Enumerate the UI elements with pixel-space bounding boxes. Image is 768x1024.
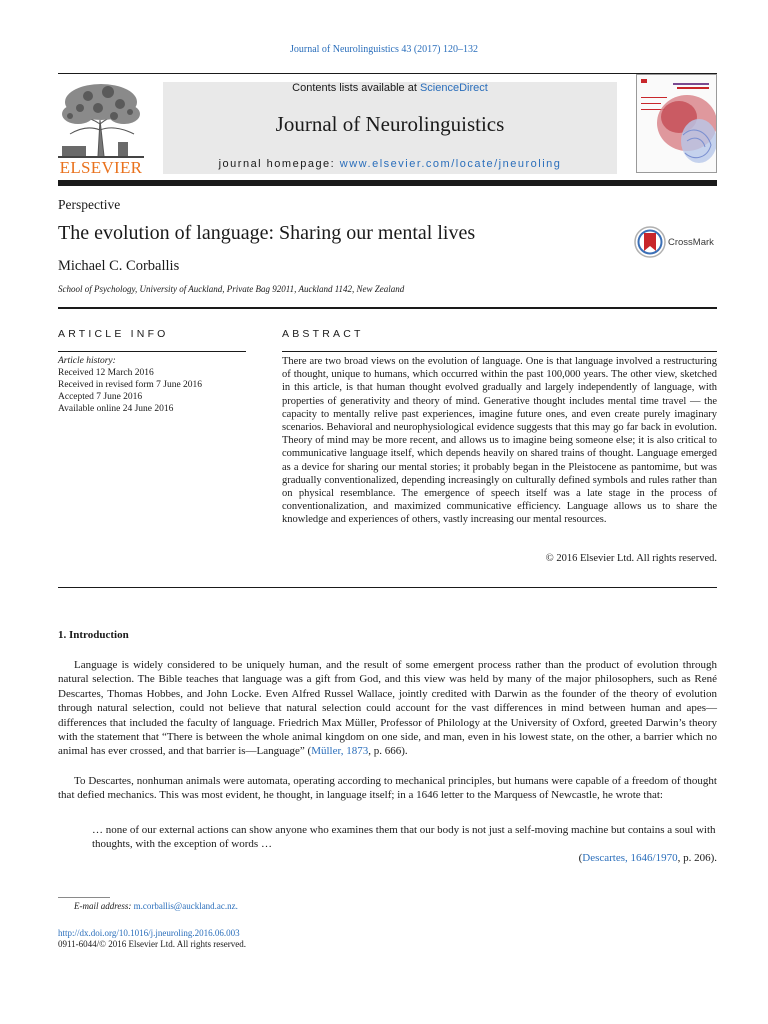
contents-prefix: Contents lists available at: [292, 82, 420, 94]
journal-cover-image: [637, 75, 716, 172]
journal-homepage-link[interactable]: www.elsevier.com/locate/jneuroling: [339, 158, 562, 170]
crossmark-label: CrossMark: [668, 237, 714, 248]
elsevier-tree-icon: [58, 80, 144, 158]
history-online: Available online 24 June 2016: [58, 404, 174, 414]
history-label: Article history:: [58, 356, 116, 366]
masthead-top-rule: [58, 73, 717, 74]
elsevier-wordmark: ELSEVIER: [59, 158, 143, 177]
crossmark-icon: [634, 226, 666, 258]
paragraph-1-text-end: , p. 666).: [368, 745, 408, 758]
sciencedirect-link[interactable]: ScienceDirect: [419, 82, 488, 94]
history-accepted: Accepted 7 June 2016: [58, 392, 143, 402]
journal-citation[interactable]: Journal of Neurolinguistics 43 (2017) 120–132: [289, 44, 479, 55]
footnote-rule: [58, 897, 110, 898]
author-email-link[interactable]: m.corballis@auckland.ac.nz.: [133, 901, 238, 911]
paragraph-1-text: Language is widely considered to be uniquely human, and the result of some emergent process rather than the product of evolution through natural selection. The Bible teaches that language was a gift from God, and this view was held by many of the major philosophers, such as René Descartes, Thomas Hobbes, and John Locke. Even Alfred Russel Wallace, jointly credited with Darwin as the founder of the theory of evolution through natural selection, could not believe that natural selection could account for the vast differences in mind between human and apes—differences that included the faculty of language. Friedrich Max Müller, Professor of Philology at the University of Oxford, greeted Darwin’s theory with the statement that “There is between the whole animal kingdom on one side, and man, even in his lowest state, on the other, a barrier which no animal has ever crossed, and that barrier is—Language” (: [58, 659, 717, 758]
header-divider-rule: [58, 307, 717, 309]
crossmark-button[interactable]: [634, 226, 724, 260]
author-name[interactable]: Michael C. Corballis: [58, 258, 180, 274]
journal-homepage-line: [163, 158, 617, 170]
quote-cite-open: (: [578, 852, 583, 864]
journal-cover-thumbnail[interactable]: [636, 74, 717, 173]
introduction-paragraph-1: [58, 658, 717, 759]
history-received: Received 12 March 2016: [58, 368, 154, 378]
article-info-heading: ARTICLE INFO: [58, 328, 169, 340]
masthead-thick-rule: [58, 180, 717, 186]
abstract-rule: [282, 351, 717, 352]
abstract-text: There are two broad views on the evolution of language. One is that language involved a restructuring of thought, unique to humans, which occurred within the past 100,000 years. The other view, sketched in this article, is that human thought evolved gradually and largely independently of language, with properties of generativity and theory of mind. Generative thought includes mental time travel — the capacity to mentally relive past experiences, imagine future ones, and even create purely imaginary scenarios. Behavioral and neurophysiological evidence suggests that this may go far back in evolution. Theory of mind may be more recent, and allows us to imagine being someone else; it is also critical to communicative language itself, which depends heavily on shared trains of thought. Language emerged as a device for sharing our mental stories; it probably began in the Pleistocene as pantomime, but was gradually conventionalized, depending increasingly on culturally defined symbols and rules rather than on physical resemblance. The emergence of speech itself was a late stage in the process of conventionalization, and maximized communicative efficiency. Language allows us to share the knowledge and experiences of others, vastly increasing our mental resources.: [282, 356, 717, 526]
article-title: The evolution of language: Sharing our mental lives: [58, 222, 476, 244]
abstract-heading: ABSTRACT: [282, 328, 364, 340]
article-info-rule: [58, 351, 246, 352]
contents-available-line: [163, 82, 617, 94]
issn-copyright: 0911-6044/© 2016 Elsevier Ltd. All rights reserved.: [58, 939, 246, 949]
journal-masthead: [163, 82, 617, 174]
article-history: [58, 355, 248, 415]
author-email-footnote: [74, 901, 238, 911]
doi-link[interactable]: http://dx.doi.org/10.1016/j.jneuroling.2016.06.003: [58, 928, 240, 938]
muller-1873-citation-link[interactable]: Müller, 1873: [311, 745, 369, 758]
introduction-heading: 1. Introduction: [58, 629, 129, 641]
elsevier-logo[interactable]: [58, 80, 144, 176]
abstract-bottom-rule: [58, 587, 717, 588]
email-label: E-mail address:: [74, 901, 134, 911]
abstract-copyright: © 2016 Elsevier Ltd. All rights reserved.: [545, 553, 717, 564]
history-revised: Received in revised form 7 June 2016: [58, 380, 203, 390]
article-type: Perspective: [58, 197, 121, 212]
author-affiliation: School of Psychology, University of Auckland, Private Bag 92011, Auckland 1142, New Zealand: [58, 284, 405, 294]
descartes-citation-link[interactable]: Descartes, 1646/1970: [582, 852, 678, 864]
quote-cite-close: , p. 206).: [677, 852, 717, 864]
homepage-prefix: journal homepage:: [218, 158, 340, 170]
introduction-paragraph-2: To Descartes, nonhuman animals were automata, operating according to mechanical principles, but humans were capable of a freedom of thought that defied mechanics. This was most evident, he thought, in language itself; in a 1646 letter to the Marquess of Newcastle, he wrote that:: [58, 775, 717, 802]
journal-name: Journal of Neurolinguistics: [275, 112, 505, 136]
quote-citation: [58, 852, 717, 864]
descartes-block-quote: … none of our external actions can show anyone who examines them that our body is not just a self-moving machine but contains a soul with thoughts, with the exception of words …: [92, 824, 716, 851]
